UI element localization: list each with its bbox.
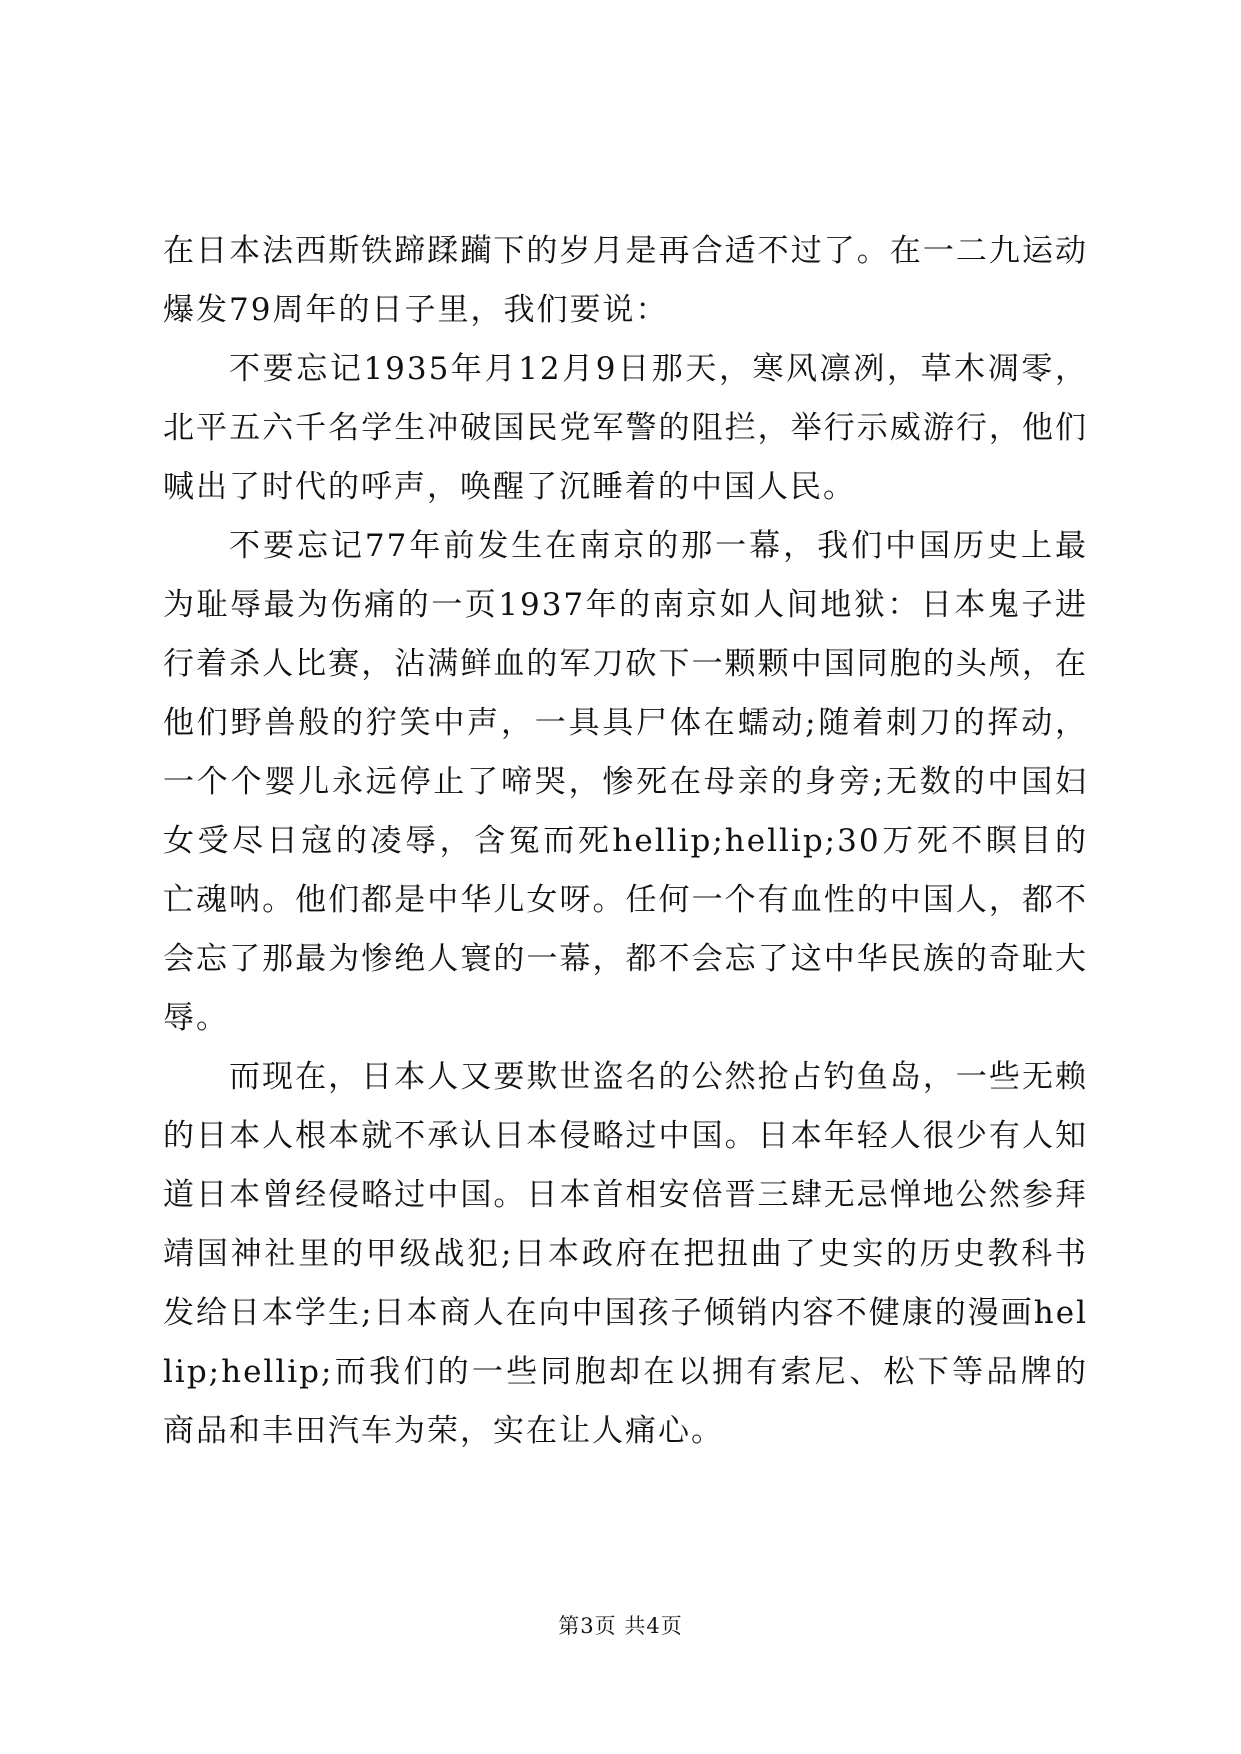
page-footer	[0, 1612, 1241, 1640]
paragraph-4: 而现在，日本人又要欺世盗名的公然抢占钓鱼岛，一些无赖的日本人根本就不承认日本侵略过中国。日本年轻人很少有人知道日本曾经侵略过中国。日本首相安倍晋三肆无忌惮地公然参拜靖国神社里的甲级战犯;日本政府在把扭曲了史实的历史教科书发给日本学生;日本商人在向中国孩子倾销内容不健康的漫画hellip;hellip;而我们的一些同胞却在以拥有索尼、松下等品牌的商品和丰田汽车为荣，实在让人痛心。	[163, 1059, 1088, 1449]
page-number-label: 第3页 共4页	[558, 1614, 683, 1638]
paragraph-2: 不要忘记1935年月12月9日那天，寒风凛冽，草木凋零，北平五六千名学生冲破国民党军警的阻拦，举行示威游行，他们喊出了时代的呼声，唤醒了沉睡着的中国人民。	[163, 351, 1088, 505]
document-body	[163, 222, 1088, 1461]
paragraph-3: 不要忘记77年前发生在南京的那一幕，我们中国历史上最为耻辱最为伤痛的一页1937年的南京如人间地狱：日本鬼子进行着杀人比赛，沾满鲜血的军刀砍下一颗颗中国同胞的头颅，在他们野兽般的狞笑中声，一具具尸体在蠕动;随着刺刀的挥动，一个个婴儿永远停止了啼哭，惨死在母亲的身旁;无数的中国妇女受尽日寇的凌辱，含冤而死hellip;hellip;30万死不瞑目的亡魂呐。他们都是中华儿女呀。任何一个有血性的中国人，都不会忘了那最为惨绝人寰的一幕，都不会忘了这中华民族的奇耻大辱。	[163, 528, 1088, 1036]
paragraph-1: 在日本法西斯铁蹄蹂躏下的岁月是再合适不过了。在一二九运动爆发79周年的日子里，我们要说：	[163, 233, 1088, 328]
